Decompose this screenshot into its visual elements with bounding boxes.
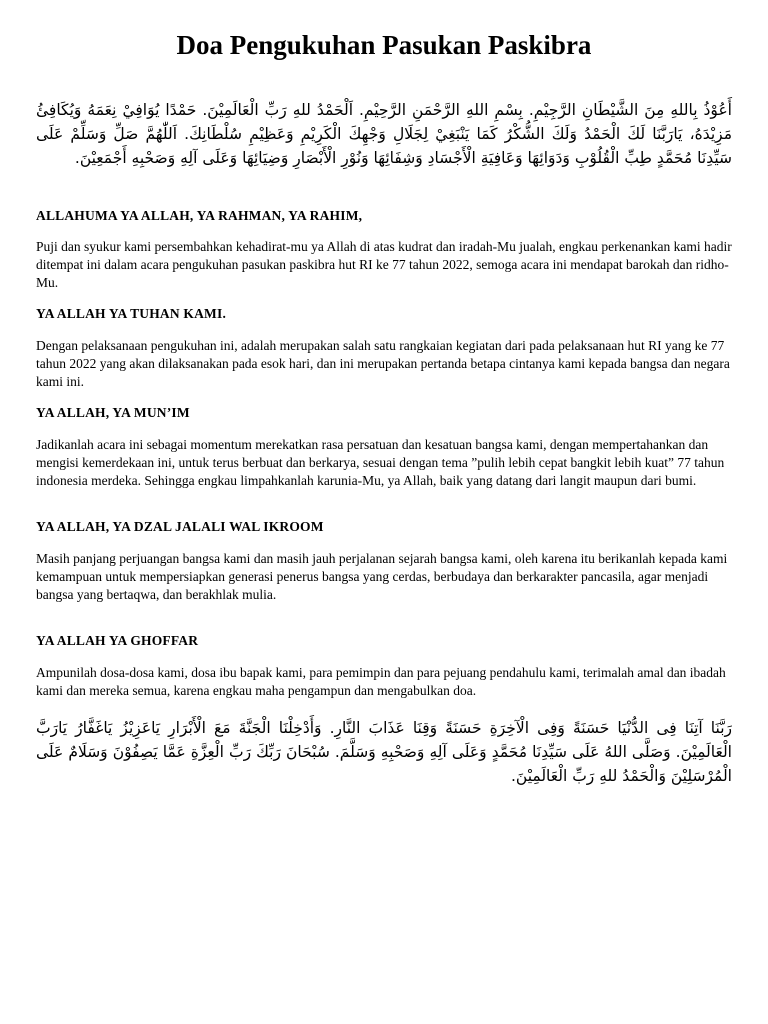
section-paragraph-1: Puji dan syukur kami persembahkan kehadirat-mu ya Allah di atas kudrat dan iradah-Mu jualah, engkau perkenankan kami hadir ditempat ini dalam acara pengukuhan pasukan paskibra hut RI ke 77 tahun 2022, semoga acara ini mendapat barokah dan ridho-Mu. <box>36 239 732 290</box>
section-paragraph-4: Masih panjang perjuangan bangsa kami dan masih jauh perjalanan sejarah bangsa kami, oleh karena itu berikanlah kepada kami kemampuan untuk mempersiapkan generasi penerus bangsa yang cerdas, berbudaya dan berkarakter pancasila, agar menjadi bangsa yang bertaqwa, dan berakhlak mulia. <box>36 551 728 602</box>
section-heading-5: YA ALLAH YA GHOFFAR <box>36 633 199 648</box>
document-title: Doa Pengukuhan Pasukan Paskibra <box>176 30 592 60</box>
section-paragraph-5: Ampunilah dosa-dosa kami, dosa ibu bapak kami, para pemimpin dan para pejuang pendahulu kami, terimalah amal dan ibadah kami dan mereka semua, karena engkau maha pengampun dan mengabulkan doa. <box>36 665 726 698</box>
section-paragraph-3: Jadikanlah acara ini sebagai momentum merekatkan rasa persatuan dan kesatuan bangsa kami, dengan mempertahankan dan mengisi kemerdekaan ini, untuk terus berbuat dan berkarya, sesuai dengan tema ”pulih lebih cepat bangkit lebih kuat” 77 tahun indonesia merdeka. Sehingga engkau limpahkanlah karunia-Mu, ya Allah, baik yang datang dari langit maupun dari bumi. <box>36 437 725 488</box>
section-paragraph-2: Dengan pelaksanaan pengukuhan ini, adalah merupakan salah satu rangkaian kegiatan dari pada pelaksanaan hut RI yang ke 77 tahun 2022 yang akan dilaksanakan pada esok hari, dan ini merupakan pertanda betapa cintanya kami kepada bangsa dan negara kami ini. <box>36 338 730 389</box>
section-heading-4: YA ALLAH, YA DZAL JALALI WAL IKROOM <box>36 519 324 534</box>
section-heading-2: YA ALLAH YA TUHAN KAMI. <box>36 306 227 321</box>
arabic-opening-prayer: أَعُوْذُ بِاللهِ مِنَ الشَّيْطَانِ الرَّجِيْمِ. بِسْمِ اللهِ الرَّحْمَنِ الرَّحِيْمِ. اَلْحَمْدُ للهِ رَبِّ الْعَالَمِيْنَ. حَمْدًا يُوَافِيْ نِعَمَهُ وَيُكَافِئُ مَزِيْدَهُ، يَارَبَّنَا لَكَ الْحَمْدُ وَلَكَ الشُّكْرُ كَمَا يَنْبَغِيْ لِجَلَالِ وَجْهِكَ الْكَرِيْمِ وَعَظِيْمِ سُلْطَانِكَ. اَللّٰهُمَّ صَلِّ وَسَلِّمْ عَلَى سَيِّدِنَا مُحَمَّدٍ طِبِّ الْقُلُوْبِ وَدَوَائِهَا وَعَافِيَةِ الْأَجْسَادِ وَشِفَائِهَا وَنُوْرِ الْأَبْصَارِ وَضِيَائِهَا وَعَلَى آلِهِ وَصَحْبِهِ أَجْمَعِيْنَ. <box>36 101 732 167</box>
arabic-closing-prayer: رَبَّنَا آتِنَا فِى الدُّنْيَا حَسَنَةً وَفِى الْآخِرَةِ حَسَنَةً وَقِنَا عَذَابَ النَّارِ. وَأَدْخِلْنَا الْجَنَّةَ مَعَ الْأَبْرَارِ يَاعَزِيْزُ يَاغَفَّارُ يَارَبَّ الْعَالَمِيْنَ. وَصَلَّى اللهُ عَلَى سَيِّدِنَا مُحَمَّدٍ وَعَلَى آلِهِ وَصَحْبِهِ وَسَلَّمَ. سُبْحَانَ رَبِّكَ رَبِّ الْعِزَّةِ عَمَّا يَصِفُوْنَ وَسَلَامٌ عَلَى الْمُرْسَلِيْنَ وَالْحَمْدُ للهِ رَبِّ الْعَالَمِيْنَ. <box>36 719 732 785</box>
section-heading-1: ALLAHUMA YA ALLAH, YA RAHMAN, YA RAHIM, <box>36 208 363 223</box>
section-heading-3: YA ALLAH, YA MUN’IM <box>36 405 190 420</box>
